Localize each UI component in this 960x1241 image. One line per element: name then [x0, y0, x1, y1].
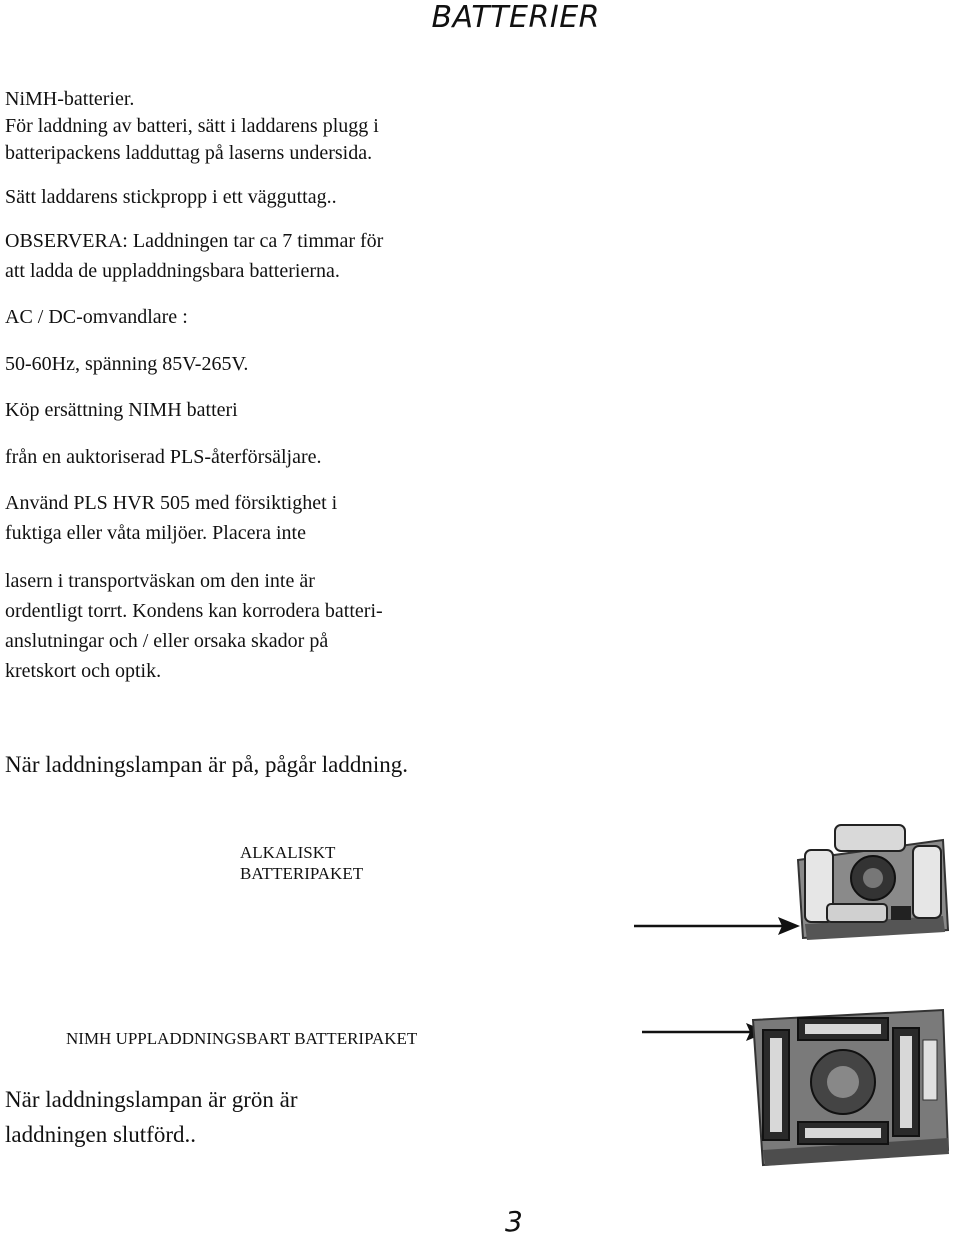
- text-line: fuktiga eller våta miljöer. Placera inte: [5, 522, 306, 544]
- text-line: batteripackens ladduttag på laserns undersida.: [5, 142, 373, 164]
- text-line: lasern i transportväskan om den inte är: [5, 570, 315, 592]
- text-line: Använd PLS HVR 505 med försiktighet i: [5, 492, 338, 514]
- charging-time-note: [5, 226, 475, 286]
- replacement-line-1: Köp ersättning NIMH batteri: [5, 399, 238, 421]
- page-header-title: BATTERIER: [431, 0, 600, 35]
- label-line: BATTERIPAKET: [240, 864, 364, 883]
- text-line: NiMH-batterier.: [5, 88, 135, 110]
- adapter-label: AC / DC-omvandlare :: [5, 306, 188, 328]
- moisture-caution-cont: [5, 566, 475, 686]
- outlet-instruction: Sätt laddarens stickpropp i ett vägguttag..: [5, 186, 337, 208]
- text-line: laddningen slutförd..: [5, 1122, 196, 1147]
- text-line: ordentligt torrt. Kondens kan korrodera batteri-: [5, 600, 383, 622]
- alkaline-pack-label: [240, 842, 363, 884]
- text-line: När laddningslampan är grön är: [5, 1087, 298, 1112]
- charging-done-status: [5, 1082, 425, 1152]
- charging-on-status: När laddningslampan är på, pågår laddning.: [5, 752, 409, 777]
- alkaline-battery-pack-image: [793, 820, 953, 950]
- text-line: För laddning av batteri, sätt i laddarens plugg i: [5, 115, 379, 137]
- text-line: OBSERVERA: Laddningen tar ca 7 timmar för: [5, 230, 384, 252]
- moisture-caution: [5, 488, 475, 548]
- arrow-right-icon: [632, 912, 802, 940]
- text-line: kretskort och optik.: [5, 660, 162, 682]
- adapter-spec: 50-60Hz, spänning 85V-265V.: [5, 353, 249, 375]
- text-line: att ladda de uppladdningsbara batterierna.: [5, 260, 340, 282]
- text-line: anslutningar och / eller orsaka skador på: [5, 630, 329, 652]
- nimh-pack-label: NIMH UPPLADDNINGSBART BATTERIPAKET: [66, 1029, 418, 1048]
- replacement-line-2: från en auktoriserad PLS-återförsäljare.: [5, 446, 322, 468]
- page-number: 3: [505, 1205, 523, 1238]
- label-line: ALKALISKT: [240, 843, 336, 862]
- charging-instructions: [5, 86, 475, 167]
- nimh-battery-pack-image: [743, 1000, 955, 1170]
